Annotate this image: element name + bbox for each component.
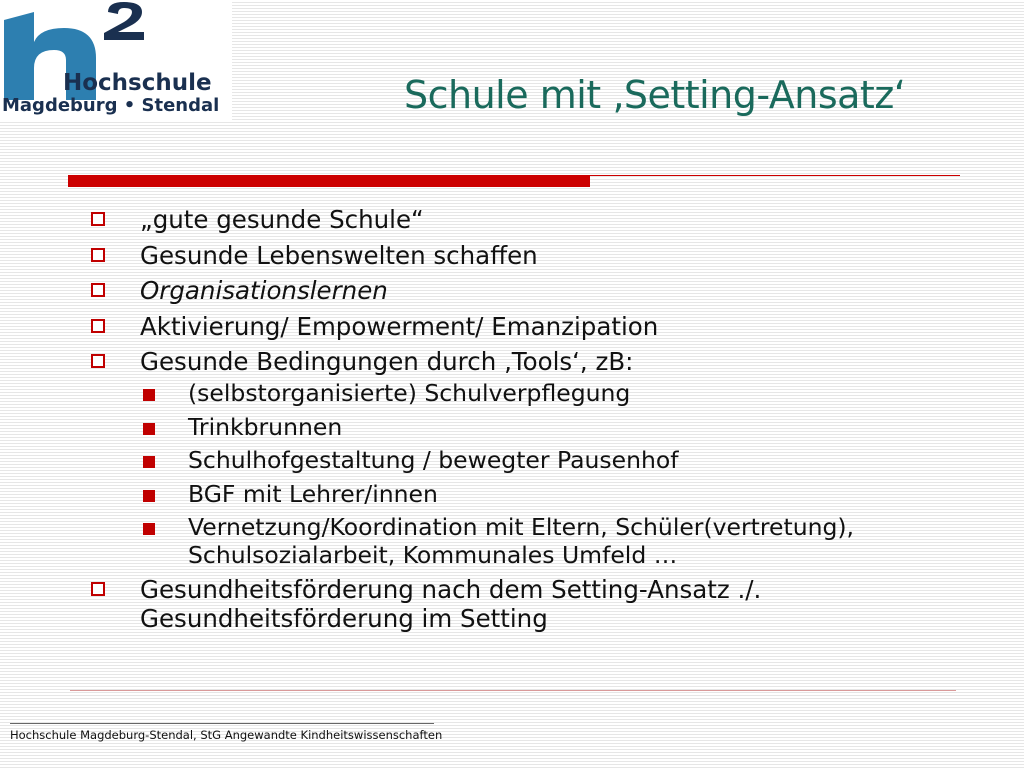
university-logo xyxy=(0,0,232,120)
bottom-divider xyxy=(70,690,956,691)
bullet-text: Organisationslernen xyxy=(140,276,388,305)
bullet-list xyxy=(88,205,968,639)
slide-title: Schule mit ‚Setting-Ansatz‘ xyxy=(404,73,906,117)
filled-square-bullet-icon xyxy=(143,389,155,401)
footer-divider xyxy=(10,723,434,724)
logo-line-1: Hochschule xyxy=(63,70,212,96)
filled-square-bullet-icon xyxy=(143,490,155,502)
bullet-item xyxy=(88,276,968,306)
sub-bullet-text: Schulhofgestaltung / bewegter Pausenhof xyxy=(188,446,679,474)
hollow-square-bullet-icon xyxy=(91,354,105,368)
sub-bullet-text: BGF mit Lehrer/innen xyxy=(188,479,438,508)
sub-bullet-item xyxy=(88,513,968,569)
title-underline-thin xyxy=(590,175,960,176)
filled-square-bullet-icon xyxy=(143,523,155,535)
bullet-item xyxy=(88,575,968,633)
bullet-item xyxy=(88,312,968,342)
hollow-square-bullet-icon xyxy=(91,283,105,297)
footer-text: Hochschule Magdeburg-Stendal, StG Angewandte Kindheitswissenschaften xyxy=(10,728,443,742)
bullet-item xyxy=(88,241,968,271)
bullet-text: „gute gesunde Schule“ xyxy=(140,205,424,234)
bullet-text-line2: Gesundheitsförderung im Setting xyxy=(140,604,548,633)
sub-bullet-item xyxy=(88,480,968,509)
logo-line-2: Magdeburg • Stendal xyxy=(2,95,220,116)
bullet-text-line1: Gesundheitsförderung nach dem Setting-Ansatz ./. xyxy=(140,575,762,604)
hollow-square-bullet-icon xyxy=(91,248,105,262)
hollow-square-bullet-icon xyxy=(91,582,105,596)
sub-bullet-item xyxy=(88,413,968,442)
bullet-text: Gesunde Bedingungen durch ‚Tools‘, zB: xyxy=(140,347,634,376)
hollow-square-bullet-icon xyxy=(91,212,105,226)
filled-square-bullet-icon xyxy=(143,456,155,468)
title-underline-thick xyxy=(68,175,590,187)
sub-bullet-item xyxy=(88,446,968,475)
filled-square-bullet-icon xyxy=(143,423,155,435)
sub-bullet-text-line2: Schulsozialarbeit, Kommunales Umfeld … xyxy=(188,541,678,569)
hollow-square-bullet-icon xyxy=(91,319,105,333)
bullet-text: Gesunde Lebenswelten schaffen xyxy=(140,240,538,270)
sub-bullet-text: Trinkbrunnen xyxy=(188,412,343,441)
bullet-item xyxy=(88,205,968,235)
sub-bullet-text-line1: Vernetzung/Koordination mit Eltern, Schüler(vertretung), xyxy=(188,513,855,541)
bullet-item xyxy=(88,347,968,377)
bullet-text: Aktivierung/ Empowerment/ Emanzipation xyxy=(140,311,659,341)
sub-bullet-item xyxy=(88,379,968,408)
sub-bullet-text: (selbstorganisierte) Schulverpflegung xyxy=(188,379,631,407)
